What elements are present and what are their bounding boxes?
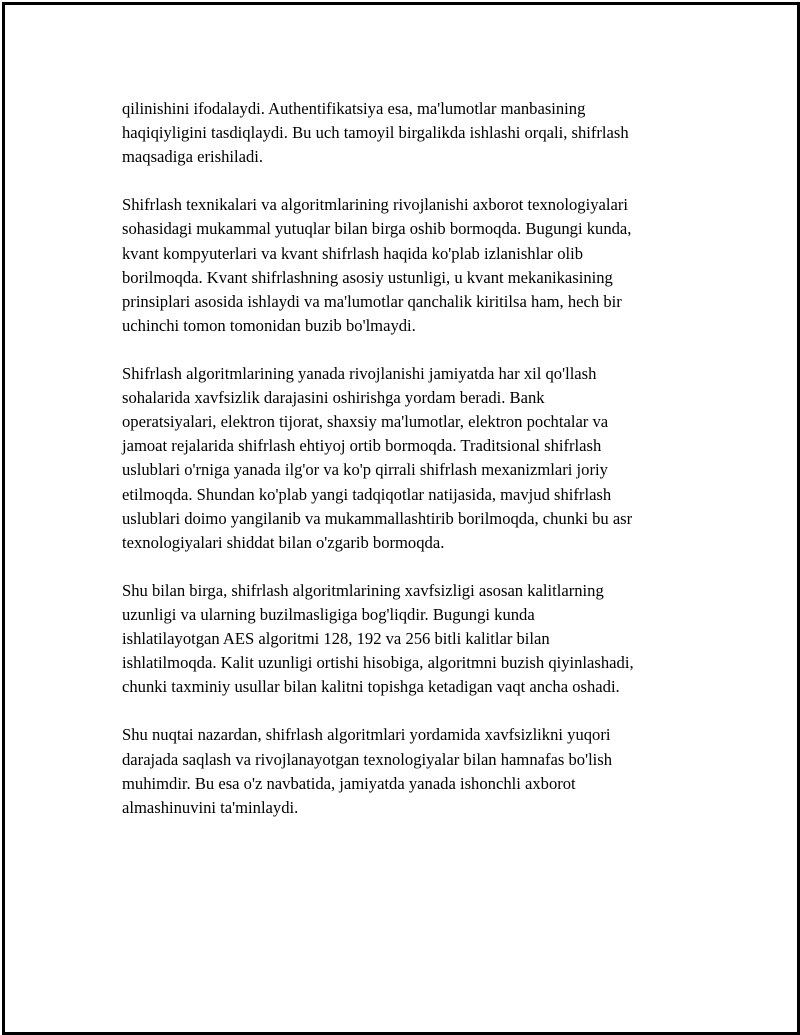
paragraph-line: darajada saqlash va rivojlanayotgan texnologiyalar bilan hamnafas bo'lish (122, 749, 613, 769)
paragraph-line: Shu bilan birga, shifrlash algoritmlarining xavfsizligi asosan kalitlarning (122, 580, 604, 600)
paragraph-line: maqsadiga erishiladi. (122, 147, 264, 167)
paragraph-line: etilmoqda. Shundan ko'plab yangi tadqiqotlar natijasida, mavjud shifrlash (122, 484, 612, 504)
paragraph-line: uchinchi tomon tomonidan buzib bo'lmaydi. (122, 315, 416, 335)
paragraph-line: sohalarida xavfsizlik darajasini oshirishga yordam beradi. Bank (122, 388, 545, 408)
paragraph-2 (122, 193, 697, 338)
paragraph-line: kvant kompyuterlari va kvant shifrlash haqida ko'plab izlanishlar olib (122, 243, 584, 263)
paragraph-line: Shu nuqtai nazardan, shifrlash algoritmlari yordamida xavfsizlikni yuqori (122, 725, 611, 745)
document-body (122, 97, 697, 844)
paragraph-line: uslublari o'rniga yanada ilg'or va ko'p qirrali shifrlash mexanizmlari joriy (122, 460, 608, 480)
paragraph-3 (122, 362, 697, 555)
paragraph-line: haqiqiyligini tasdiqlaydi. Bu uch tamoyil birgalikda ishlashi orqali, shifrlash (122, 123, 629, 143)
paragraph-1 (122, 97, 697, 169)
paragraph-line: operatsiyalari, elektron tijorat, shaxsiy ma'lumotlar, elektron pochtalar va (122, 412, 609, 432)
paragraph-line: sohasidagi mukammal yutuqlar bilan birga oshib bormoqda. Bugungi kunda, (122, 219, 632, 239)
paragraph-line: chunki taxminiy usullar bilan kalitni topishga ketadigan vaqt ancha oshadi. (122, 677, 620, 697)
paragraph-line: Shifrlash texnikalari va algoritmlarining rivojlanishi axborot texnologiyalari (122, 195, 628, 215)
paragraph-line: borilmoqda. Kvant shifrlashning asosiy ustunligi, u kvant mekanikasining (122, 267, 613, 287)
paragraph-line: muhimdir. Bu esa o'z navbatida, jamiyatda yanada ishonchli axborot (122, 773, 576, 793)
paragraph-line: prinsiplari asosida ishlaydi va ma'lumotlar qanchalik kiritilsa ham, hech bir (122, 291, 622, 311)
paragraph-line: almashinuvini ta'minlaydi. (122, 797, 299, 817)
paragraph-5 (122, 723, 697, 819)
paragraph-line: Shifrlash algoritmlarining yanada rivojlanishi jamiyatda har xil qo'llash (122, 364, 597, 384)
paragraph-line: qilinishini ifodalaydi. Authentifikatsiya esa, ma'lumotlar manbasining (122, 99, 586, 118)
paragraph-4 (122, 579, 697, 699)
paragraph-line: jamoat rejalarida shifrlash ehtiyoj ortib bormoqda. Traditsional shifrlash (122, 436, 602, 456)
paragraph-line: uslublari doimo yangilanib va mukammallashtirib borilmoqda, chunki bu asr (122, 508, 633, 528)
paragraph-line: ishlatilayotgan AES algoritmi 128, 192 va 256 bitli kalitlar bilan (122, 629, 550, 649)
paragraph-line: ishlatilmoqda. Kalit uzunligi ortishi hisobiga, algoritmni buzish qiyinlashadi, (122, 653, 634, 673)
paragraph-line: uzunligi va ularning buzilmasligiga bog'liqdir. Bugungi kunda (122, 604, 535, 624)
paragraph-line: texnologiyalari shiddat bilan o'zgarib bormoqda. (122, 532, 445, 552)
page-frame (2, 2, 800, 1035)
